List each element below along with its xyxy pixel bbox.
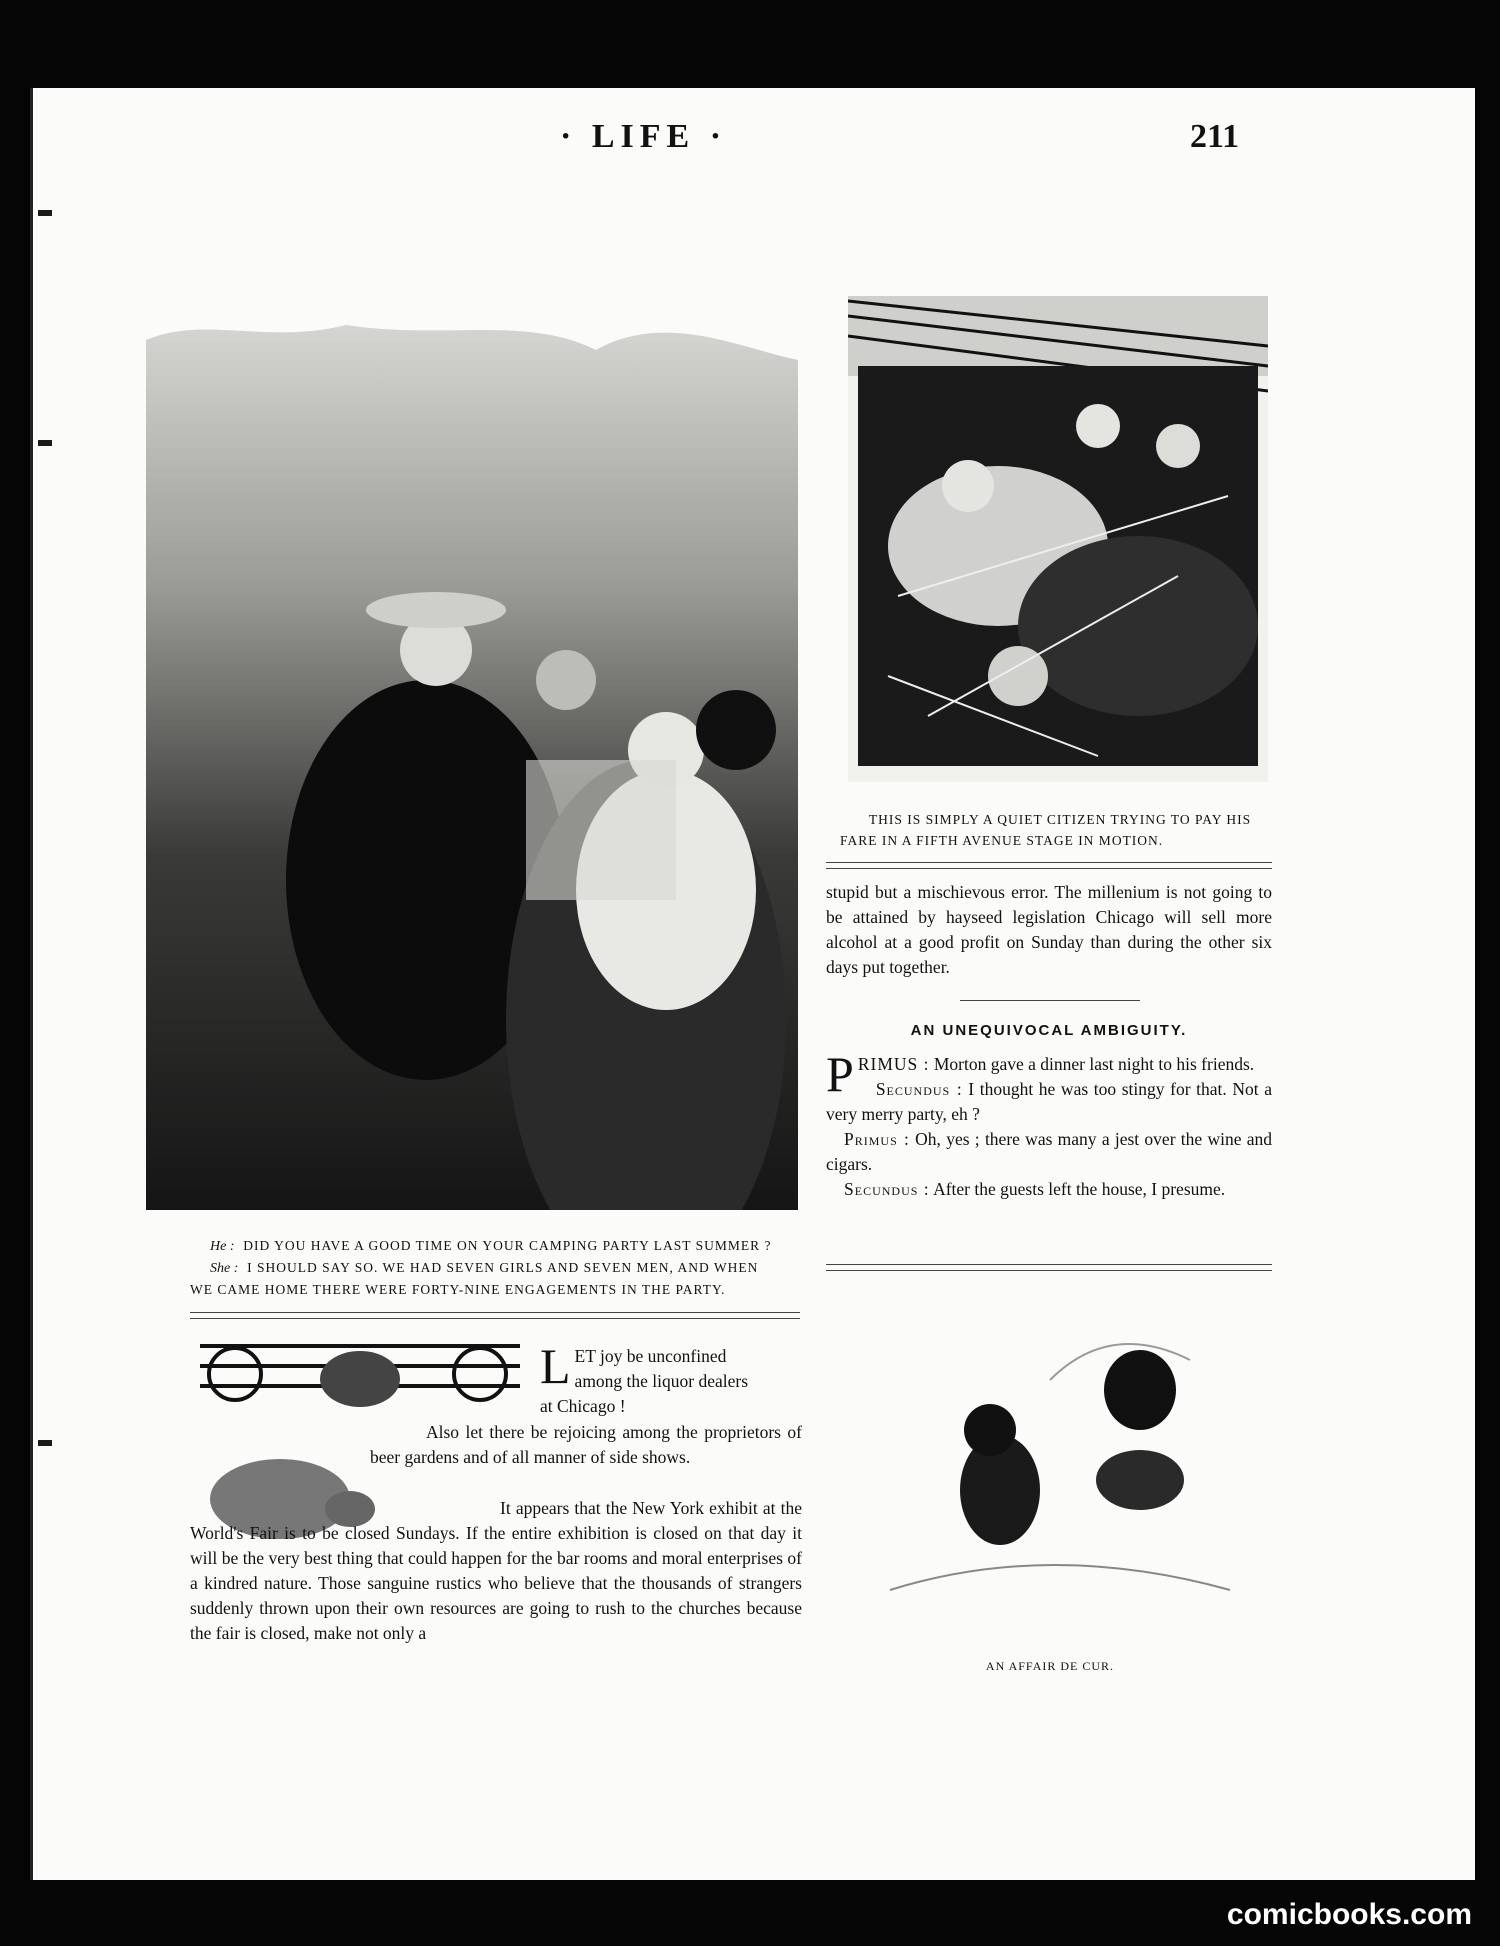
dialogue-line-3-text: Oh, yes ; there was many a jest over the wine and cigars. [826,1129,1273,1174]
stagecoach-illustration [848,296,1268,782]
divider-rule [190,1312,800,1319]
binding-mark [38,1440,52,1446]
speaker-secundus: Secundus : [875,1079,963,1099]
right-caption-line-1: THIS IS SIMPLY A QUIET CITIZEN TRYING TO PAY HIS [868,812,1252,827]
binding-mark [38,440,52,446]
dialogue-heading: AN UNEQUIVOCAL AMBIGUITY. [910,1022,1188,1039]
page-number: 211 [1190,118,1240,155]
dialogue-line-2-text: I thought he was too stingy for that. Not a very merry party, eh ? [826,1079,1272,1124]
binding-mark [38,210,52,216]
short-rule [960,1000,1140,1001]
editorial-para-3: It appears that the New York exhibit at the World's Fair is to be closed Sundays. If the entire exhibition is closed on that day it will be the very best thing that could happen for the bar rooms and moral enterprises of a kindred nature. Those sanguine rustics who believe that the thousands of strangers suddenly thrown upon their own resources are going to rush to the churches because the fair is closed, make not only a [190,1498,802,1643]
dialogue-line-4-text: After the guests left the house, I presume. [933,1179,1226,1199]
left-caption-line-she-2: WE CAME HOME THERE WERE FORTY-NINE ENGAGEMENTS IN THE PARTY. [190,1282,726,1297]
caption-she-text: I SHOULD SAY SO. WE HAD SEVEN GIRLS AND SEVEN MEN, AND WHEN [247,1260,759,1275]
dialogue-line-4 [826,1177,1272,1202]
left-caption-line-he [210,1236,810,1257]
editorial-line-2: among the liquor dealers [574,1371,749,1391]
speaker-primus: Primus : [844,1129,910,1149]
speaker-he: He : [210,1239,235,1254]
left-caption-line-she [210,1258,810,1279]
magazine-title: · LIFE · [560,118,728,155]
dialogue-body [826,1046,1273,1202]
divider-rule [826,862,1272,869]
watermark: comicbooks.com [1226,1898,1472,1931]
right-caption-line-2: FARE IN A FIFTH AVENUE STAGE IN MOTION. [840,833,1164,848]
cur-cartoon [850,1320,1250,1620]
editorial-opening [540,1338,802,1419]
dialogue-line-1-text: Morton gave a dinner last night to his friends. [933,1054,1255,1074]
editorial-line-1-text: ET joy be unconfined [574,1346,727,1366]
restaurant-illustration [146,320,798,1210]
editorial-para-2: Also let there be rejoicing among the proprietors of beer gardens and of all manner of side shows. [370,1422,802,1467]
dropcap-p: P [826,1046,854,1102]
editorial-line-3: at Chicago ! [540,1396,626,1416]
speaker-primus: RIMUS : [857,1054,930,1074]
speaker-she: She : [210,1261,239,1276]
dialogue-line-2 [826,1077,1272,1127]
dropcap-l: L [540,1338,571,1394]
dialogue-line-3 [826,1127,1272,1177]
divider-rule [826,1264,1272,1271]
speaker-secundus: Secundus : [844,1179,930,1199]
caption-he-text: DID YOU HAVE A GOOD TIME ON YOUR CAMPING PARTY LAST SUMMER ? [243,1238,772,1253]
editorial-continued: stupid but a mischievous error. The millenium is not going to be attained by hayseed legislation Chicago will sell more alcohol at a good profit on Sunday than during the other six days put together. [826,882,1272,977]
cartoon-caption: AN AFFAIR DE CUR. [985,1659,1115,1673]
